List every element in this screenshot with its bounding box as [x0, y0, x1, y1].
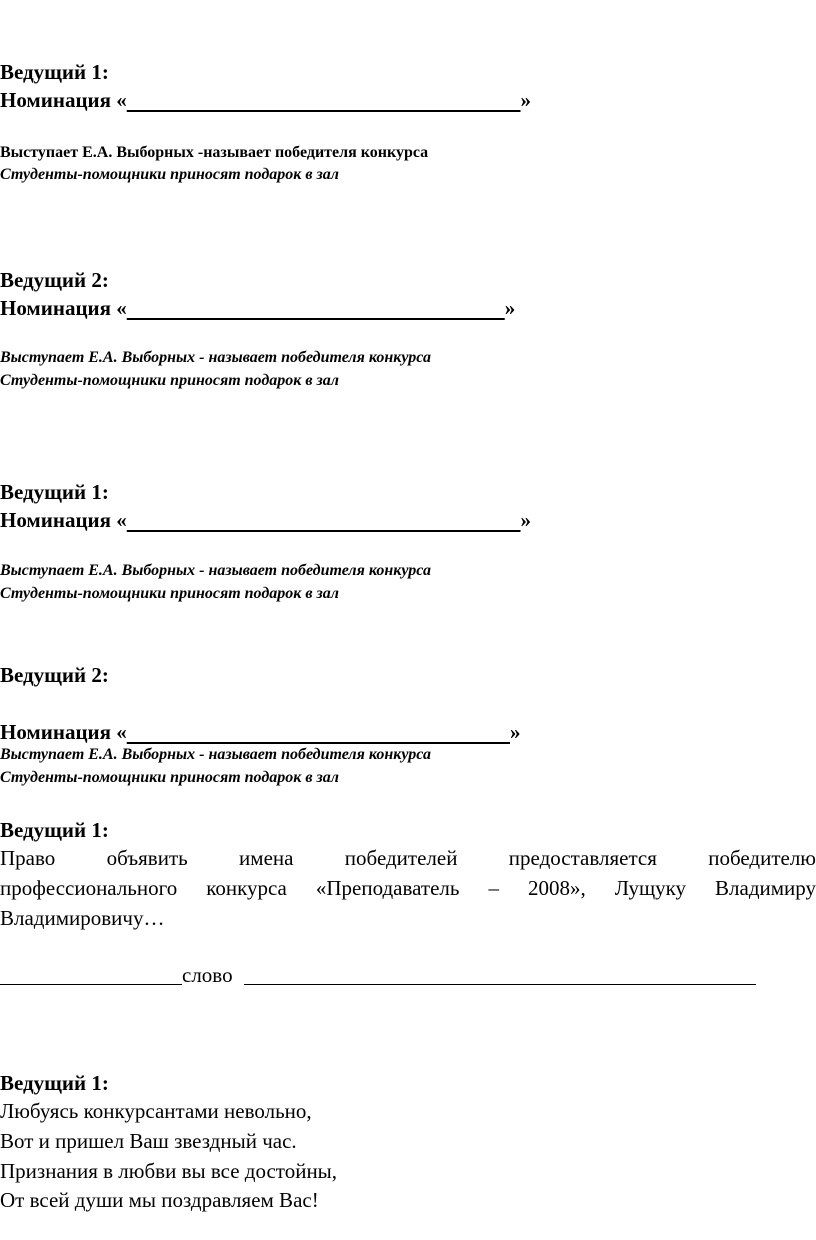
nomination-blank — [127, 296, 505, 320]
host-label: Ведущий 2: — [0, 663, 109, 687]
blank-rule — [0, 984, 182, 985]
poem-line: Признания в любви вы все достойны, — [0, 1159, 338, 1183]
poem-line: От всей души мы поздравляем Вас! — [0, 1188, 319, 1212]
nomination-blank — [127, 720, 510, 744]
nomination-open: Номинация « — [0, 508, 127, 532]
nomination-line — [0, 722, 521, 743]
word-label: слово — [182, 963, 233, 987]
host-label: Ведущий 1: — [0, 818, 109, 842]
nomination-line — [0, 90, 531, 111]
nomination-close: » — [520, 88, 531, 112]
stage-direction-italic: Студенты-помощники приносят подарок в зал — [0, 585, 339, 602]
announcement-line: Владимировичу… — [0, 906, 165, 930]
nomination-close: » — [510, 720, 521, 744]
stage-direction-italic: Студенты-помощники приносят подарок в зал — [0, 769, 339, 786]
nomination-line — [0, 298, 515, 319]
nomination-open: Номинация « — [0, 720, 127, 744]
nomination-open: Номинация « — [0, 296, 127, 320]
stage-direction-italic: Выступает Е.А. Выборных - называет победителя конкурса — [0, 349, 431, 366]
nomination-open: Номинация « — [0, 88, 127, 112]
nomination-close: » — [520, 508, 531, 532]
nomination-blank — [127, 88, 521, 112]
announcement-line: Право объявить имена победителей предоставляется победителю — [0, 846, 816, 870]
blank-rule — [244, 984, 756, 985]
nomination-blank — [127, 508, 521, 532]
host-label: Ведущий 1: — [0, 1071, 109, 1095]
host-label: Ведущий 2: — [0, 268, 109, 292]
announcement-line: профессионального конкурса «Преподаватель – 2008», Лущуку Владимиру — [0, 876, 816, 900]
host-label: Ведущий 1: — [0, 480, 109, 504]
poem-line: Любуясь конкурсантами невольно, — [0, 1099, 312, 1123]
stage-direction-italic: Выступает Е.А. Выборных - называет победителя конкурса — [0, 562, 431, 579]
nomination-line — [0, 510, 531, 531]
host-label: Ведущий 1: — [0, 60, 109, 84]
nomination-close: » — [504, 296, 516, 320]
stage-direction-italic: Выступает Е.А. Выборных - называет победителя конкурса — [0, 746, 431, 763]
stage-direction-italic: Студенты-помощники приносят подарок в зал — [0, 166, 339, 183]
poem-line: Вот и пришел Ваш звездный час. — [0, 1129, 297, 1153]
stage-direction-italic: Студенты-помощники приносят подарок в зал — [0, 372, 339, 389]
stage-direction: Выступает Е.А. Выборных -называет победителя конкурса — [0, 144, 429, 161]
